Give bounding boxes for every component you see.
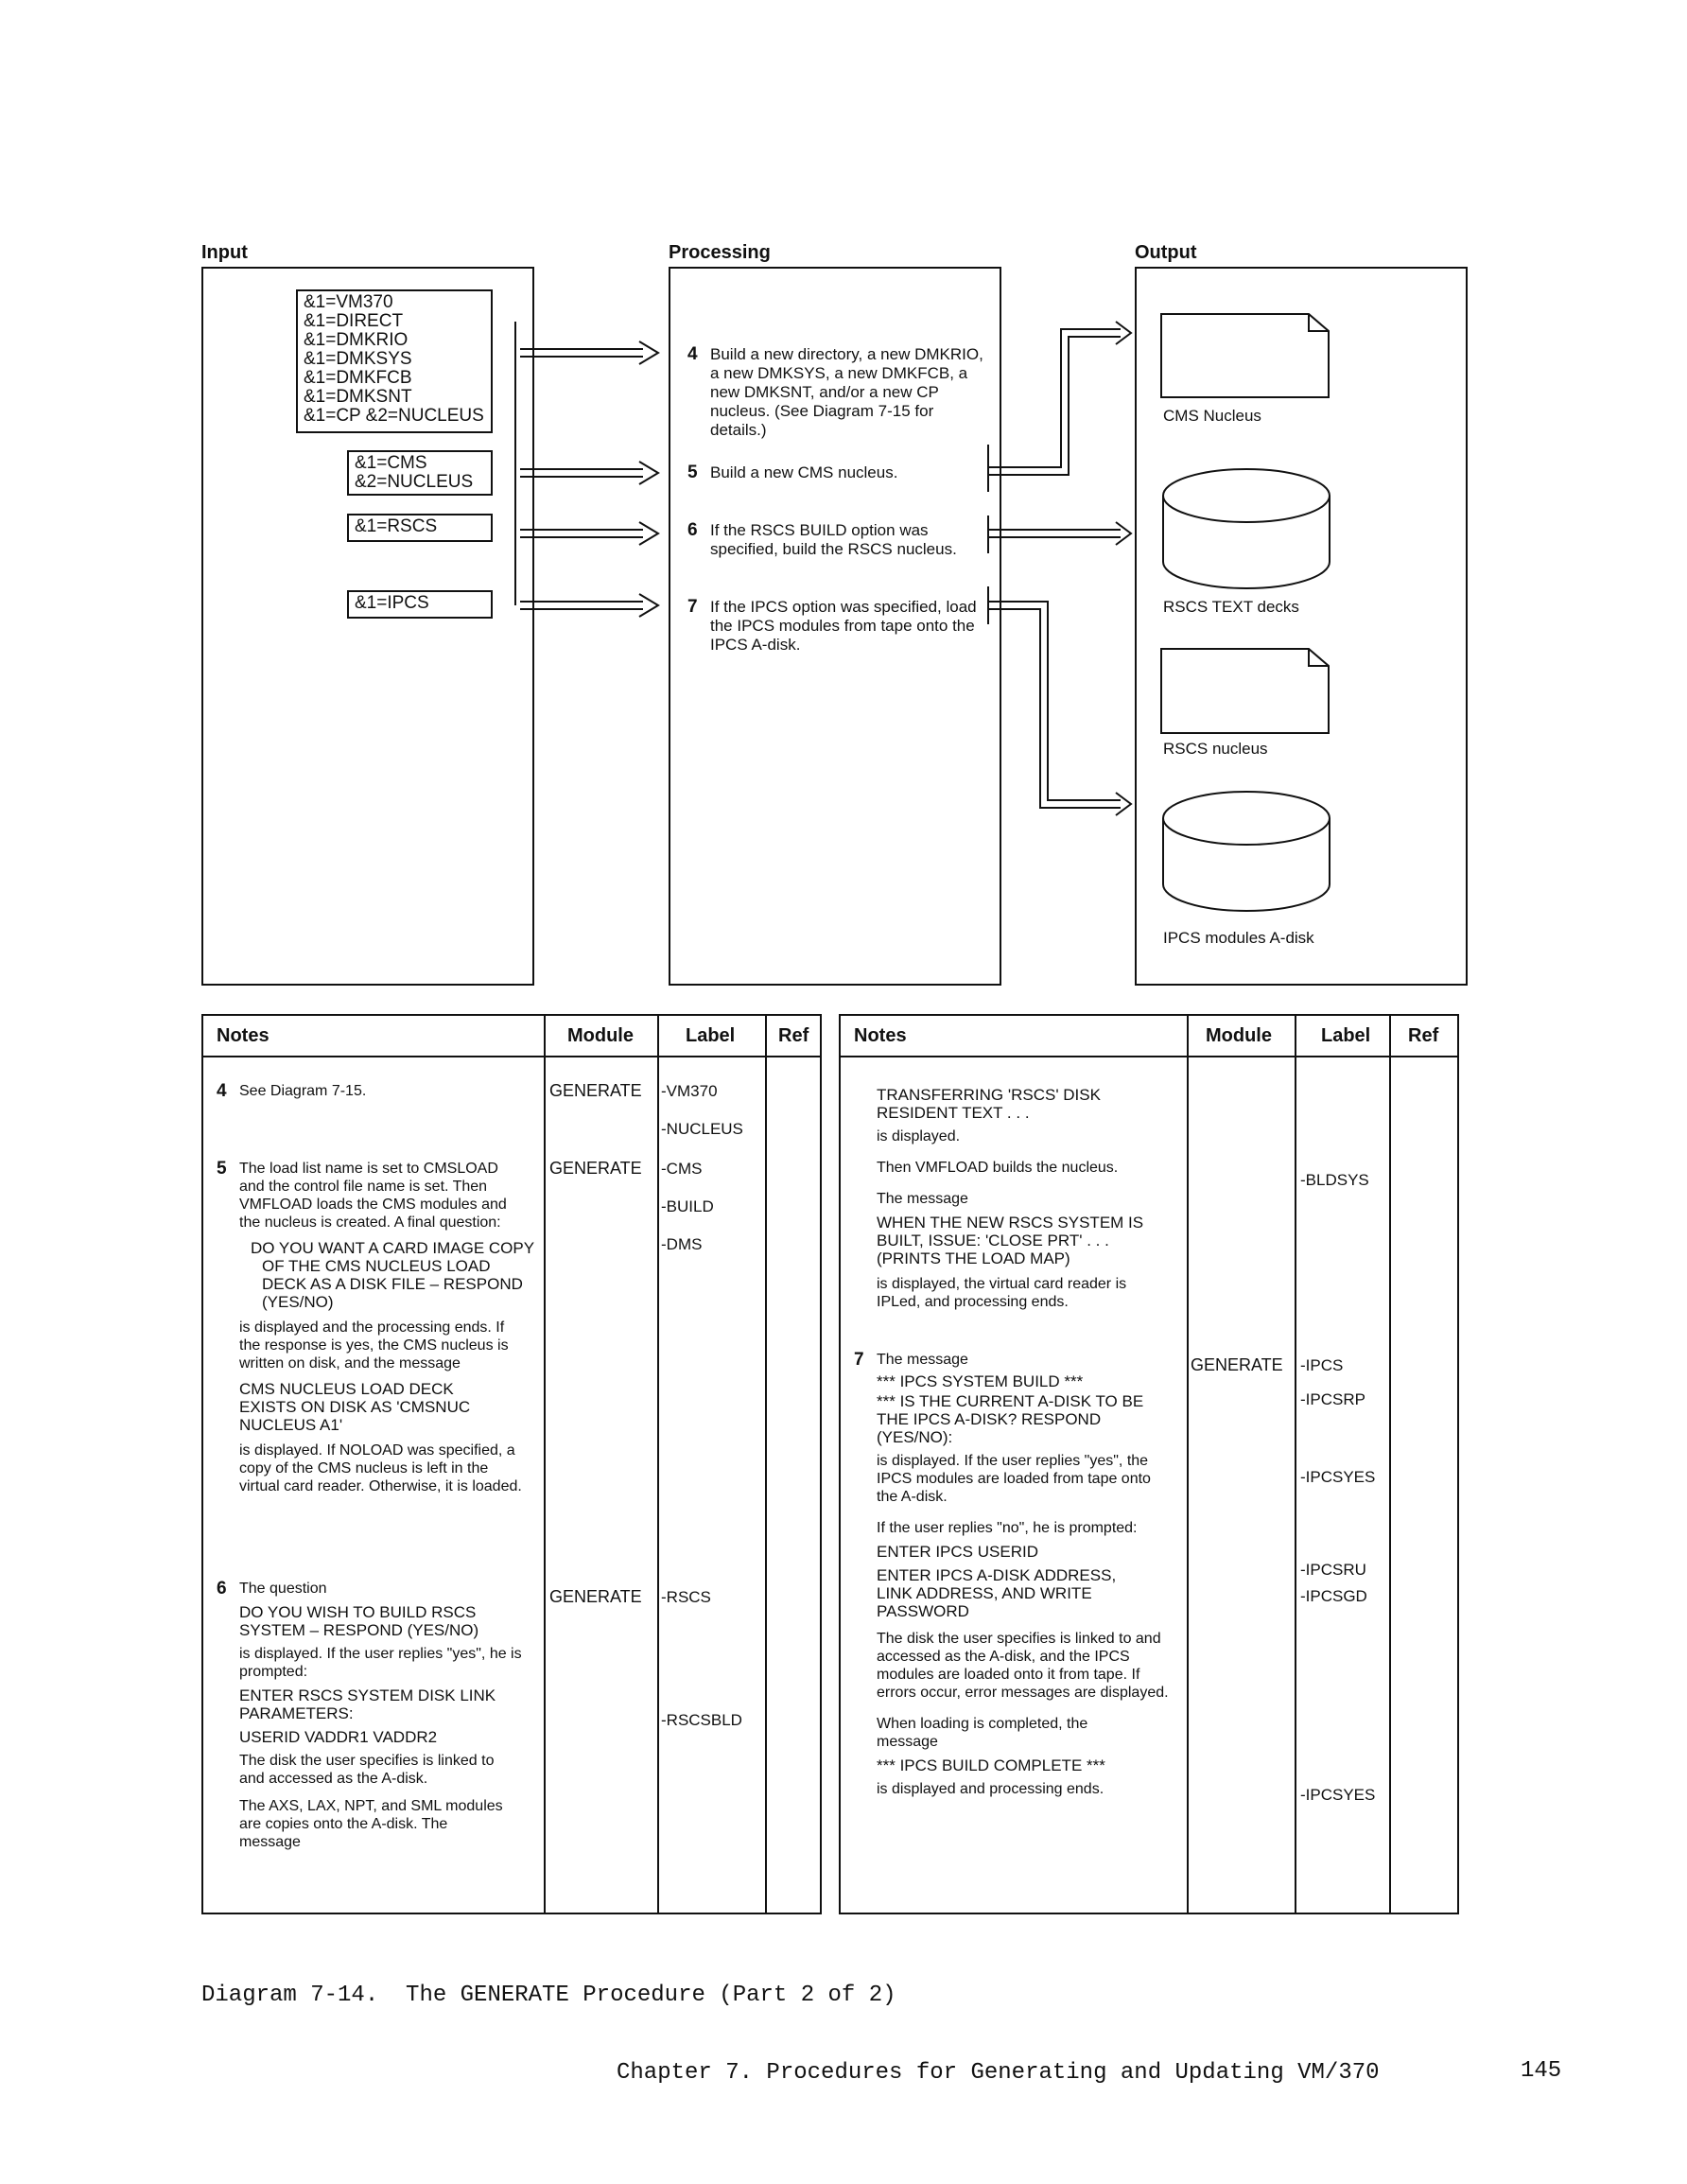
label-entry: -IPCSGD (1300, 1587, 1367, 1605)
label-entry: -CMS (661, 1160, 703, 1178)
notes-table-right (839, 1014, 1459, 1914)
module-generate: GENERATE (549, 1081, 642, 1100)
note-5: 5 The load list name is set to CMSLOAD and the control file name is set. Then VMFLOAD loads the CMS modules and the nucleus is created. A final question: DO YOU WANT A CARD IMAGE COPY OF THE CMS NUCLEUS LOAD DECK AS A DISK FILE – RESPOND (YES/NO) is displayed and the processing ends. If the response is yes, the CMS nucleus is written on disk, and the message CMS NUCLEUS LOAD DECK EXISTS ON DISK AS 'CMSNUC NUCLEUS A1' is displayed. If NOLOAD was specified, a copy of the CMS nucleus is left in the virtual card reader. Otherwise, it is loaded. (217, 1159, 534, 1494)
label-entry: -RSCSBLD (661, 1711, 742, 1729)
module-generate: GENERATE (1191, 1355, 1283, 1374)
label-entry: -VM370 (661, 1082, 718, 1100)
col-module-header: Module (567, 1025, 634, 1046)
input-box-ipcs: &1=IPCS (347, 590, 493, 619)
col-label-header: Label (1321, 1025, 1371, 1046)
card-deck-rscs (1161, 649, 1329, 733)
label-entry: -BUILD (661, 1197, 714, 1215)
disk-ipcs (1163, 792, 1330, 911)
arrow-input-2 (520, 462, 658, 484)
col-notes-header: Notes (217, 1025, 270, 1046)
processing-header: Processing (669, 242, 771, 263)
label-entry: -IPCSRP (1300, 1390, 1365, 1408)
note-7: 7 The message *** IPCS SYSTEM BUILD *** *** IS THE CURRENT A-DISK TO BE THE IPCS A-DISK? RESPOND (YES/NO): is displayed. If the user replies "yes", the IPCS modules are loaded from tape onto the A-disk. If the user replies "no", he is prompted: ENTER IPCS USERID ENTER IPCS A-DISK ADDRESS, LINK ADDRESS, AND WRITE PASSWORD The disk the user specifies is linked to and accessed as the A-disk, and the IPCS modules are loaded onto it from tape. If errors occur, error messages are displayed. When loading is completed, the message *** IPCS BUILD COMPLETE *** is displayed and processing ends. (854, 1350, 1169, 1797)
process-step-4: 4 Build a new directory, a new DMKRIO, a new DMKSYS, a new DMKFCB, a new DMKSNT, and/or a new CP nucleus. (See Diagram 7-15 for details.) (687, 344, 983, 439)
label-entry: -BLDSYS (1300, 1171, 1369, 1189)
col-module-header: Module (1206, 1025, 1272, 1046)
note-6: 6 The question DO YOU WISH TO BUILD RSCS SYSTEM – RESPOND (YES/NO) is displayed. If the user replies "yes", he is prompted: ENTER RSCS SYSTEM DISK LINK PARAMETERS: USERID VADDR1 VADDR2 The disk the user specifies is linked to and accessed as the A-disk. The AXS, LAX, NPT, and SML modules are copies onto the A-disk. The message (217, 1579, 522, 1850)
input-box-cp: &1=VM370 &1=DIRECT &1=DMKRIO &1=DMKSYS &1=DMKFCB &1=DMKSNT &1=CP &2=NUCLEUS (296, 289, 493, 433)
output-label-rscs-nucleus: RSCS nucleus (1163, 740, 1268, 758)
diagram-caption: Diagram 7-14. The GENERATE Procedure (Part 2 of 2) (201, 1983, 896, 2008)
label-entry: -RSCS (661, 1588, 711, 1606)
output-header: Output (1135, 242, 1197, 263)
note-6-continued: TRANSFERRING 'RSCS' DISK RESIDENT TEXT . . . is displayed. Then VMFLOAD builds the nucleus. The message WHEN THE NEW RSCS SYSTEM IS BUILT, ISSUE: 'CLOSE PRT' . . . (PRINTS THE LOAD MAP) is displayed, the virtual card reader is IPLed, and processing ends. (877, 1086, 1144, 1310)
label-entry: -IPCSYES (1300, 1786, 1376, 1804)
process-step-6: 6 If the RSCS BUILD option was specified, build the RSCS nucleus. (687, 520, 957, 558)
disk-rscs-text (1163, 469, 1330, 588)
output-label-ipcs: IPCS modules A-disk (1163, 929, 1314, 947)
arrow-rscs (988, 522, 1131, 545)
note-4: 4 See Diagram 7-15. (217, 1081, 367, 1101)
process-step-5: 5 Build a new CMS nucleus. (687, 463, 898, 482)
process-step-7: 7 If the IPCS option was specified, load the IPCS modules from tape onto the IPCS A-disk. (687, 597, 977, 654)
label-entry: -NUCLEUS (661, 1120, 743, 1138)
module-generate: GENERATE (549, 1159, 642, 1178)
input-box-rscs: &1=RSCS (347, 514, 493, 542)
module-generate: GENERATE (549, 1587, 642, 1606)
arrow-ipcs (988, 602, 1131, 815)
notes-table-left (201, 1014, 822, 1914)
arrow-cms-nucleus (988, 322, 1131, 475)
input-box-cms: &1=CMS &2=NUCLEUS (347, 450, 493, 496)
label-entry: -IPCS (1300, 1356, 1344, 1374)
chapter-footer: Chapter 7. Procedures for Generating and Updating VM/370 (617, 2060, 1380, 2086)
label-entry: -IPCSYES (1300, 1468, 1376, 1486)
arrow-input-4 (520, 594, 658, 617)
output-label-cms-nucleus: CMS Nucleus (1163, 407, 1261, 425)
col-notes-header: Notes (854, 1025, 907, 1046)
input-header: Input (201, 242, 248, 263)
label-entry: -IPCSRU (1300, 1561, 1366, 1579)
arrow-input-3 (520, 522, 658, 545)
label-entry: -DMS (661, 1235, 703, 1253)
col-ref-header: Ref (778, 1025, 809, 1046)
page-number: 145 (1521, 2058, 1562, 2084)
arrow-input-1 (520, 341, 658, 364)
col-label-header: Label (686, 1025, 736, 1046)
output-label-rscs-text: RSCS TEXT decks (1163, 598, 1299, 616)
col-ref-header: Ref (1408, 1025, 1439, 1046)
card-deck-cms (1161, 314, 1329, 397)
